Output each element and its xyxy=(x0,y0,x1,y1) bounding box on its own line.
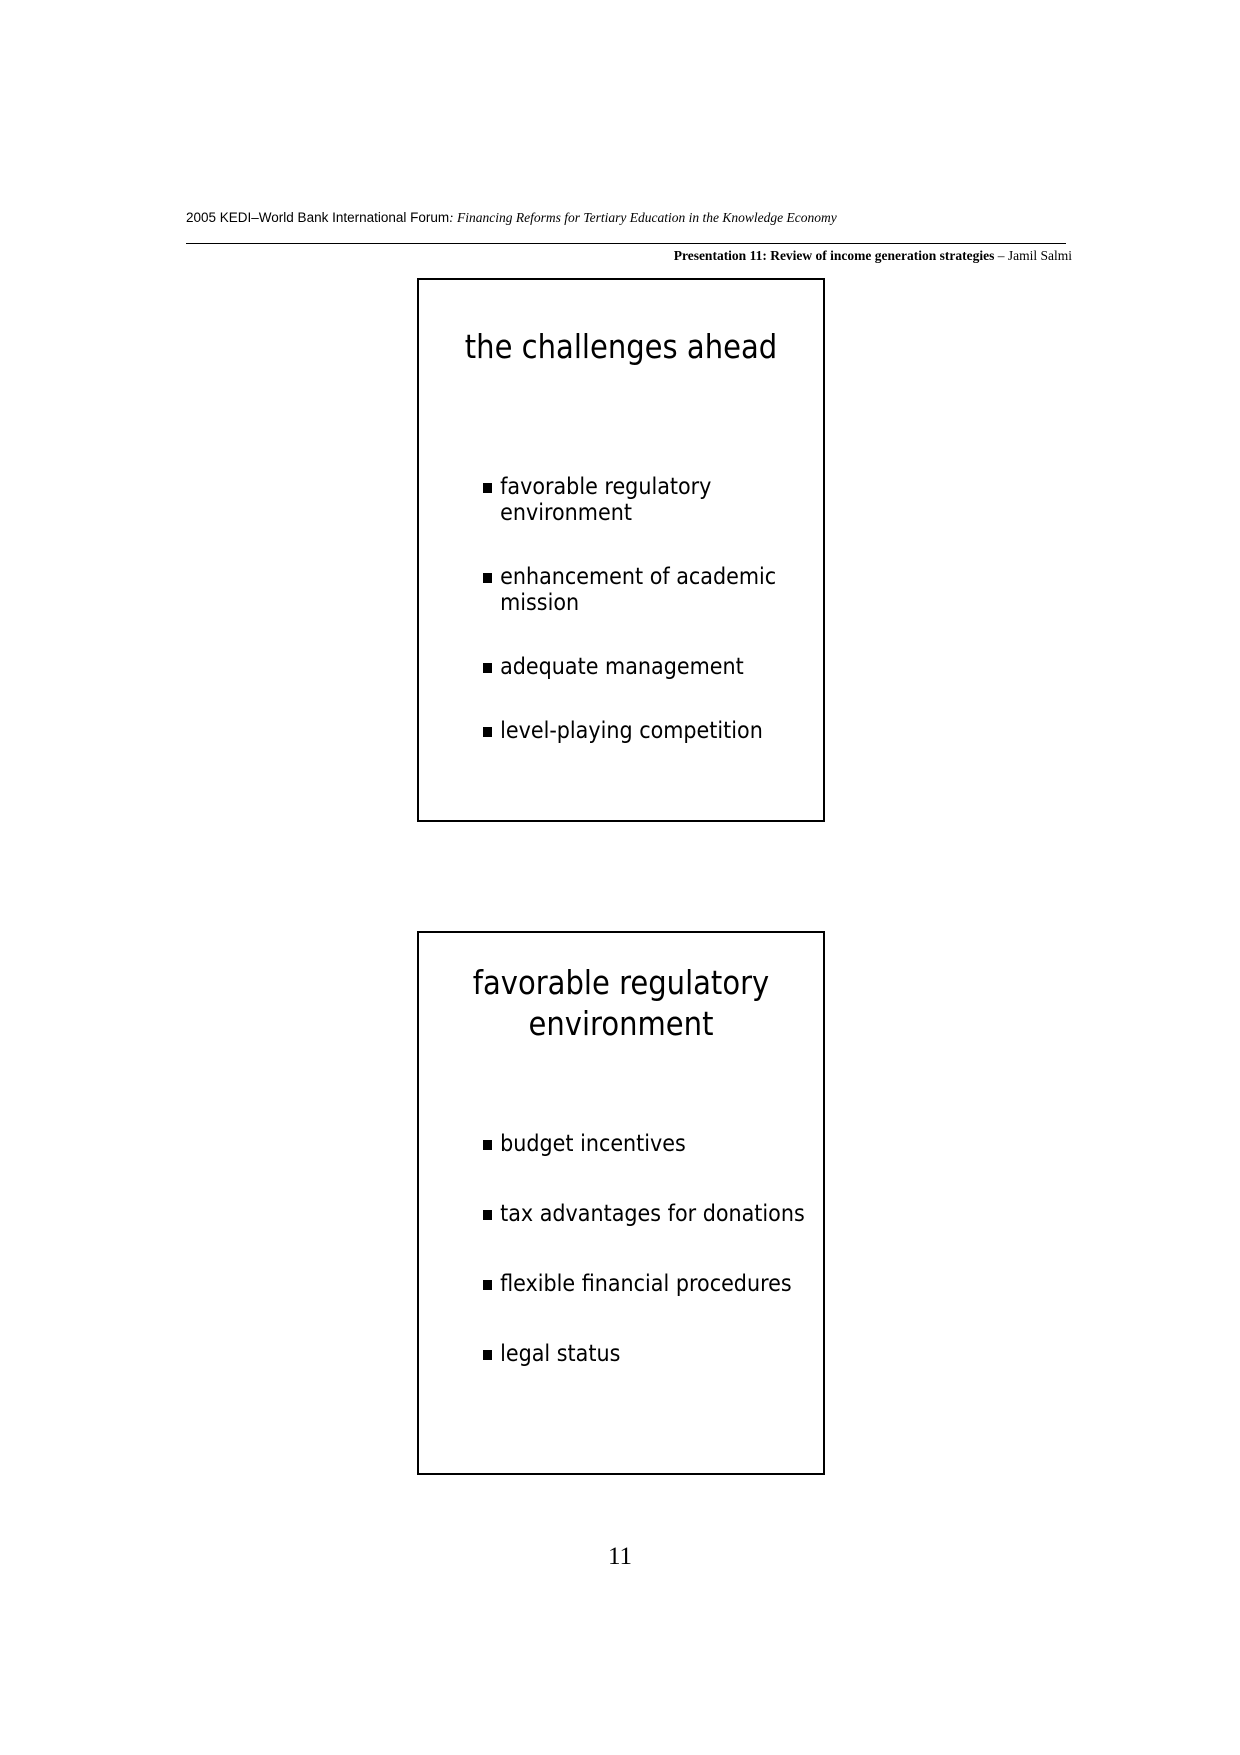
square-bullet-icon xyxy=(483,1140,492,1150)
square-bullet-icon xyxy=(483,1280,492,1290)
bullet-text: legal status xyxy=(500,1341,621,1367)
square-bullet-icon xyxy=(483,483,492,493)
slide-challenges-ahead xyxy=(417,278,825,822)
bullet-text: flexible financial procedures xyxy=(500,1271,792,1297)
bullet-item xyxy=(483,718,779,744)
bullet-list xyxy=(483,474,819,782)
bullet-text: favorable regulatory environment xyxy=(500,474,712,526)
page-number: 11 xyxy=(607,1543,633,1570)
bullet-item xyxy=(483,654,779,680)
square-bullet-icon xyxy=(483,573,492,583)
bullet-text: tax advantages for donations xyxy=(500,1201,805,1227)
presentation-title: Presentation 11: Review of income generation strategies xyxy=(673,248,995,263)
bullet-text: enhancement of academic mission xyxy=(500,564,777,616)
bullet-item xyxy=(483,1131,824,1157)
slide-title: the challenges ahead xyxy=(464,327,778,366)
forum-theme: : Financing Reforms for Tertiary Education in the Knowledge Economy xyxy=(449,210,837,225)
bullet-item xyxy=(483,564,779,616)
square-bullet-icon xyxy=(483,1350,492,1360)
bullet-item xyxy=(483,1271,824,1297)
slide-favorable-regulatory-environment xyxy=(417,931,825,1475)
bullet-item xyxy=(483,1341,824,1367)
running-header xyxy=(186,210,1066,226)
forum-name: 2005 KEDI–World Bank International Forum xyxy=(186,210,450,225)
bullet-list xyxy=(483,1131,819,1411)
presentation-header xyxy=(674,248,1072,264)
bullet-item xyxy=(483,474,779,526)
bullet-text: budget incentives xyxy=(500,1131,686,1157)
header-rule xyxy=(186,243,1066,244)
slide-title: favorable regulatory environment xyxy=(472,963,770,1043)
bullet-text: level-playing competition xyxy=(500,718,763,744)
square-bullet-icon xyxy=(483,1210,492,1220)
presentation-author: – Jamil Salmi xyxy=(994,248,1072,263)
square-bullet-icon xyxy=(483,727,492,737)
bullet-text: adequate management xyxy=(500,654,744,680)
bullet-item xyxy=(483,1201,824,1227)
square-bullet-icon xyxy=(483,663,492,673)
